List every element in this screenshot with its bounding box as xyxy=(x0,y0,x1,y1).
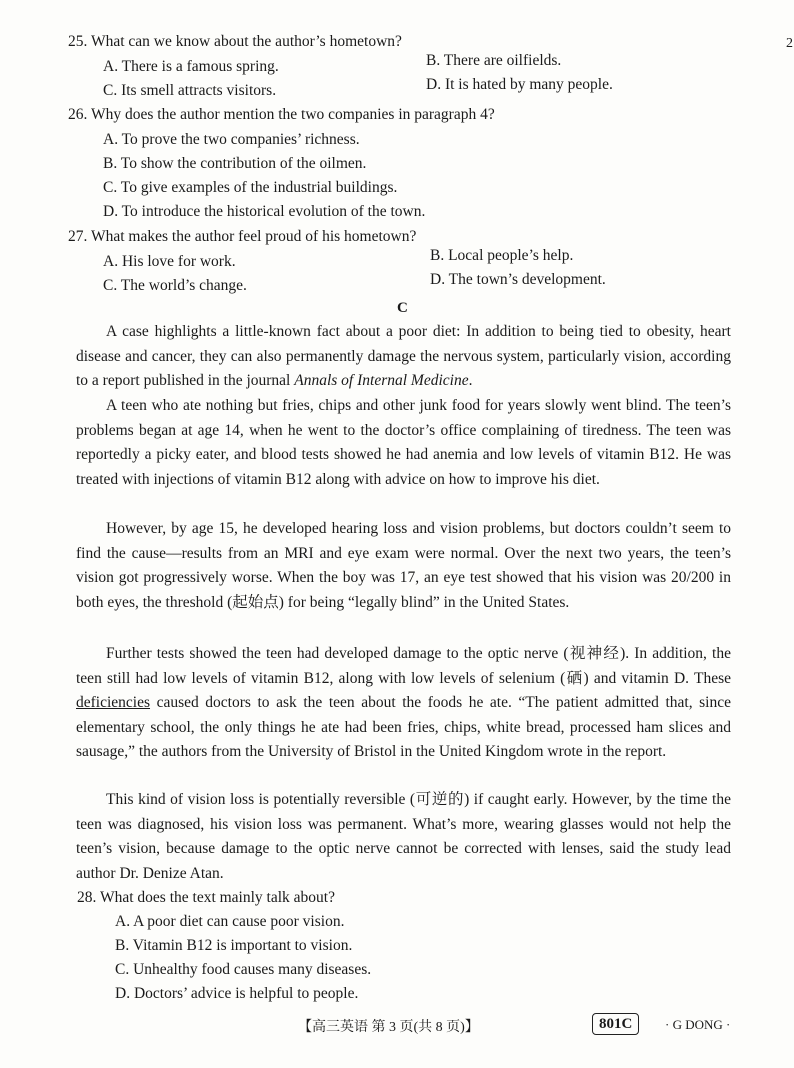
paragraph-4-text: Further tests showed the teen had developed damage to the optic nerve (视神经). In addition, the teen still had low levels of vitamin B12, along with low levels of selenium (硒) and vitamin D. These xyxy=(76,645,731,687)
question-28-option-d: D. Doctors’ advice is helpful to people. xyxy=(115,985,359,1002)
question-27-option-c: C. The world’s change. xyxy=(103,277,247,294)
question-25-option-a: A. There is a famous spring. xyxy=(103,58,279,75)
question-27-stem: 27. What makes the author feel proud of his hometown? xyxy=(68,228,417,245)
paragraph-4-text-end: caused doctors to ask the teen about the foods he ate. “The patient admitted that, since elementary school, the only things he ate had been fries, chips, white bread, processed ham slices and sausage,” the authors from the University of Bristol in the United Kingdom wrote in the report. xyxy=(76,694,731,761)
question-25-option-c: C. Its smell attracts visitors. xyxy=(103,82,277,99)
question-26-option-a: A. To prove the two companies’ richness. xyxy=(103,131,360,148)
question-25-stem: 25. What can we know about the author’s hometown? xyxy=(68,33,402,50)
section-label: C xyxy=(397,300,408,316)
question-27-option-a: A. His love for work. xyxy=(103,253,236,270)
passage-paragraph-3 xyxy=(76,517,731,615)
question-28-option-c: C. Unhealthy food causes many diseases. xyxy=(115,961,372,978)
underlined-word-deficiencies: deficiencies xyxy=(76,694,151,712)
question-26-option-b: B. To show the contribution of the oilmen. xyxy=(103,155,367,172)
question-25-option-b: B. There are oilfields. xyxy=(426,52,562,69)
journal-title: Annals of Internal Medicine xyxy=(294,372,469,390)
paragraph-1-end: . xyxy=(468,372,473,390)
brand-mark: · G DONG · xyxy=(665,1017,731,1032)
paragraph-2-text: A teen who ate nothing but fries, chips and other junk food for years slowly went blind. The teen’s problems began at age 14, when he went to the doctor’s office complaining of tiredness. The teen was reportedly a picky eater, and blood tests showed he had anemia and low levels of vitamin B12. He was treated with injections of vitamin B12 along with advice on how to improve his diet. xyxy=(76,397,731,488)
question-26-option-c: C. To give examples of the industrial buildings. xyxy=(103,179,398,196)
page-corner-number: 2 xyxy=(786,36,793,51)
question-26-stem: 26. Why does the author mention the two companies in paragraph 4? xyxy=(68,106,495,123)
passage-paragraph-1 xyxy=(76,320,731,394)
question-25-option-d: D. It is hated by many people. xyxy=(426,76,613,93)
question-28-option-a: A. A poor diet can cause poor vision. xyxy=(115,913,345,930)
paragraph-3-text: However, by age 15, he developed hearing loss and vision problems, but doctors couldn’t seem to find the cause—results from an MRI and eye exam were normal. Over the next two years, the teen’s vision got progressively worse. When the boy was 17, an eye test showed that his vision was 20/200 in both eyes, the threshold (起始点) for being “legally blind” in the United States. xyxy=(76,520,731,611)
question-28-option-b: B. Vitamin B12 is important to vision. xyxy=(115,937,353,954)
passage-paragraph-2 xyxy=(76,394,731,492)
paragraph-1-text: A case highlights a little-known fact about a poor diet: In addition to being tied to obesity, heart disease and cancer, they can also permanently damage the nervous system, particularly vision, according to a report published in the journal xyxy=(76,323,731,390)
question-27-option-d: D. The town’s development. xyxy=(430,271,606,288)
question-28-stem: 28. What does the text mainly talk about? xyxy=(77,889,335,906)
question-27-option-b: B. Local people’s help. xyxy=(430,247,574,264)
paragraph-5-text: This kind of vision loss is potentially reversible (可逆的) if caught early. However, by the time the teen was diagnosed, his vision loss was permanent. What’s more, wearing glasses would not help the teen’s vision, because damage to the optic nerve cannot be corrected with lenses, said the study lead author Dr. Denize Atan. xyxy=(76,791,731,882)
passage-paragraph-5 xyxy=(76,788,731,886)
footer-page-label: 【高三英语 第 3 页(共 8 页)】 xyxy=(298,1020,479,1035)
exam-code-badge: 801C xyxy=(592,1013,639,1035)
question-26-option-d: D. To introduce the historical evolution of the town. xyxy=(103,203,426,220)
passage-paragraph-4 xyxy=(76,642,731,765)
